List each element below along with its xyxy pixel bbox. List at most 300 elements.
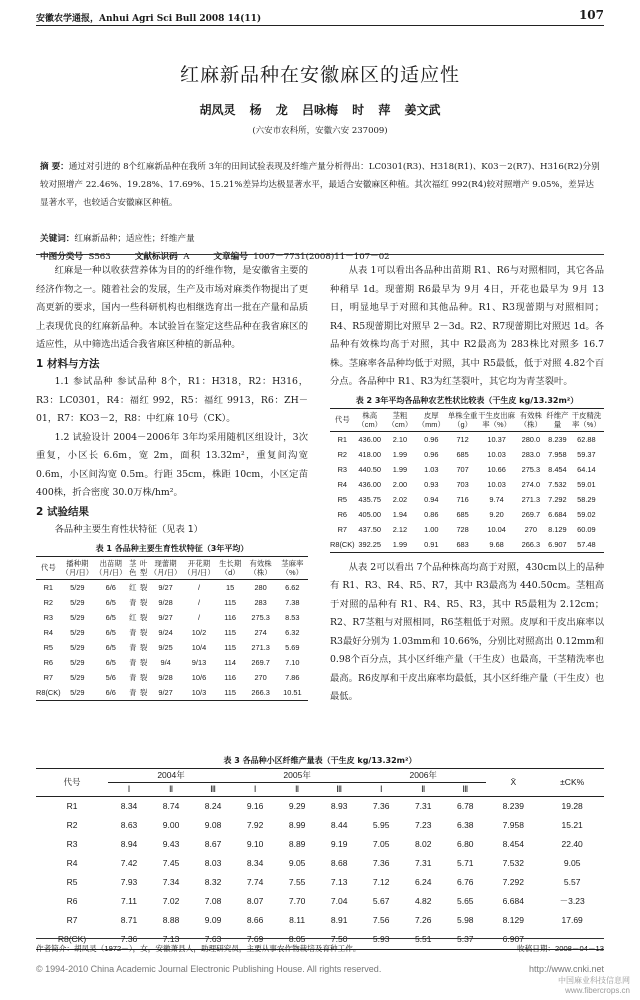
table-cell: 6.684 [502,896,524,906]
table-cell: 9.00 [162,820,180,830]
article-meta [40,230,600,266]
table3-rep-header: Ⅰ [108,783,150,797]
table-cell: 6/5 [105,612,116,622]
table-cell: / [197,582,201,592]
table-cell: 9/27 [149,685,182,701]
table-cell: 7.56 [372,915,390,925]
table-cell: 5/29 [70,657,85,667]
table-row [36,610,308,625]
table-cell: 裂 [139,612,148,622]
table-cell: 8.34 [246,858,264,868]
results-paragraph-2: 从表 2可以看出 7个品种株高均高于对照，430cm以上的品种有 R1、R3、R4、R5、R7，其中 R3最高为 440.50cm。茎粗高于对照的品种有 R1、R4、R5、R3，其中 R5最粗为 2.12cm；R2、R7茎粗与对照相同，R6茎粗低于对照。皮厚和干皮出麻率以 R3最好分别为 1.03mm和 10.66%，分别比对照高出 0.12mm和 0.98个百分点，其小区纤维产量（干生皮）也最高，干茎精洗率也最高。R6皮厚和干皮出麻率均最低，其小区纤维产量（干生皮）也最低。 [330,561,604,702]
table-header-cell: 茎色 [127,556,138,579]
table-header-cell: 茎粗（cm） [385,408,415,431]
table-cell: R5 [337,494,348,504]
affiliation: (六安市农科所，安徽六安 237009) [252,126,388,136]
table-cell: 5/6 [105,672,116,682]
table-cell: R2 [43,597,54,607]
table-cell: 115 [216,685,245,701]
table-row [330,462,604,477]
doc-label: 文献标识码 [134,252,178,262]
table-cell: 418.00 [358,449,382,459]
table-header-cell: 代号 [36,556,61,579]
article-label: 文章编号 [213,252,248,262]
table-row [330,447,604,462]
table-cell: 5.93 [360,930,402,950]
table-cell: 5/29 [61,685,94,701]
table-row [36,595,308,610]
table-cell: 5.65 [456,896,474,906]
table-cell: －3.23 [559,896,585,906]
table-row [36,797,604,817]
table-cell: 8.66 [246,915,264,925]
table-cell: 6/6 [94,685,127,701]
keywords-label: 关键词： [40,234,75,244]
table-cell: R4 [43,627,54,637]
table-row [36,625,308,640]
table-header-cell: 播种期（月/日） [61,556,94,579]
table-header-cell: 株高（cm） [355,408,385,431]
table-cell: 9.09 [204,915,222,925]
table3-header-year: 2005年 [234,769,360,783]
table-cell: 9.19 [330,839,348,849]
table-cell: 青 [129,627,137,637]
table-cell: R1 [43,582,54,592]
clc-label: 中图分类号 [40,252,83,262]
table3-rep-header: Ⅱ [402,783,444,797]
design-paragraph: 1.2 试验设计 2004－2006年 3年均采用随机区组设计，3次重复，小区长 6.6m，宽 2m，面积 13.32m²，重复间沟宽 0.6m，小区间沟宽 0.5m。行距 35cm，株距 10cm，小区定苗 400株，折合密度 30.0万株/hm²。 [36,431,308,498]
table-header-cell: 单株全重（g） [448,408,478,431]
table-cell: R6 [337,509,348,519]
table-cell: 1.94 [392,509,408,519]
table-cell: 5.71 [456,858,474,868]
table-cell: 8.239 [548,434,567,444]
table-cell: 8.454 [548,464,567,474]
table-cell: 青 [129,597,137,607]
table-cell: 9.29 [288,801,306,811]
table-cell: 1.03 [424,464,439,474]
table-cell: 7.13 [150,930,192,950]
table-cell: 685 [456,449,469,459]
table3-header-ck: ±CK% [540,769,604,797]
table-cell: R2 [66,820,78,830]
table-cell: R1 [66,801,78,811]
table-cell: 9/28 [158,672,173,682]
table-cell: 7.69 [234,930,276,950]
table-cell: 5/29 [70,672,85,682]
table-cell: R5 [43,642,54,652]
table3-rep-header: Ⅰ [234,783,276,797]
table-row [36,816,604,835]
table-cell: 7.31 [414,858,432,868]
table-cell: 6.38 [456,820,474,830]
table-cell: 0.86 [424,509,439,519]
table-cell: 7.02 [162,896,180,906]
table-cell: 6.80 [456,839,474,849]
table-cell: 8.24 [204,801,222,811]
table-cell: 283 [254,597,267,607]
table-cell: 2.00 [392,479,408,489]
table3 [36,768,604,950]
table-cell: 9/25 [158,642,173,652]
table-cell: 5.67 [372,896,390,906]
table-cell: 703 [456,479,469,489]
table-cell: R4 [337,479,348,489]
table-cell: 9.74 [489,494,504,504]
table-cell: R8(CK) [36,930,108,950]
table-cell: 6/5 [105,627,116,637]
table-row [36,854,604,873]
intro-paragraph: 红麻是一种以收获营养体为目的的纤维作物，是安徽省主要的经济作物之一。随着社会的发展，生产及市场对麻类作物提出了更高更新的要求，国内一些科研机构也相继选育出一批在产量和品质上表现优良的红麻新品种。本试验旨在鉴定这些品种在我省麻区的适应性，从中筛选出适合我省麻区种植的新品种。 [36,265,308,350]
table-cell: 0.94 [424,494,439,504]
table-cell: 712 [456,434,469,444]
table-cell: 2.02 [392,494,408,504]
table-row [330,492,604,507]
table-cell: 6.32 [285,627,300,637]
table-cell: 275.3 [251,612,270,622]
table-cell: 7.23 [414,820,432,830]
table-cell: 裂 [139,672,148,682]
table-cell: 8.99 [288,820,306,830]
table-cell: 0.96 [424,449,439,459]
table-cell: 8.89 [288,839,306,849]
table-cell: 8.11 [289,915,306,925]
running-header [36,8,604,26]
table-cell: 9/4 [160,657,171,667]
table-cell: 271.3 [521,494,541,504]
table-cell: 5.95 [372,820,390,830]
cnki-link[interactable]: http://www.cnki.net [528,964,604,974]
table-cell: 8.74 [162,801,180,811]
table-cell: 9.10 [246,839,264,849]
table-cell: 7.958 [502,820,524,830]
received-date: 收稿日期：2008－04－13 [517,944,604,953]
table3-header-code: 代号 [36,769,108,797]
watermark-line1: 中国麻业科技信息网 [558,976,630,985]
table-header-cell: 叶型 [138,556,149,579]
table-header-cell: 有效株（株） [245,556,277,579]
table-cell: 9.68 [478,537,516,553]
table-cell: 6.684 [548,509,567,519]
table-row [330,477,604,492]
table3-rep-header: Ⅲ [318,783,360,797]
table-cell: 15 [226,582,235,592]
table-cell: R3 [43,612,54,622]
table-cell: 8.34 [120,801,138,811]
table-cell: 8.44 [330,820,348,830]
table3-rep-header: Ⅲ [192,783,234,797]
table-cell: 8.91 [330,915,348,925]
keywords-text: 红麻新品种；适应性；纤维产量 [74,234,195,244]
table-cell: 116 [224,612,237,622]
results-paragraph-1: 从表 1可以看出各品种出苗期 R1、R6与对照相同，其它各品种稍早 1d。现蕾期 R6最早为 9月 4日，开花也最早为 9月 13日，明显地早于对照和其他品种。R1、R3现蕾期与对照相同；R4、R5现蕾期比对照早 2－3d。R2、R7现蕾期比对照迟 1d。各品种有效株均高于对照，其中 R2最高为 283株比对照多 16.7株。茎麻率各品种均低于对照，其中 R5最低，低于对照 4.82个百分点。各品种中 R1、R3为红茎裂叶，其它均为青茎裂叶。 [330,265,604,387]
table-cell: 6.907 [546,537,569,553]
table-cell: 6/5 [105,597,116,607]
table-cell: 青 [129,642,137,652]
table-cell: 5.37 [444,930,486,950]
table-cell: 8.93 [330,801,348,811]
table-cell: 275.3 [521,464,541,474]
table-header-cell: 皮厚（mm） [415,408,448,431]
table-cell: 红 [129,582,137,592]
table-cell: / [197,612,201,622]
journal-name: 安徽农学通报，Anhui Agri Sci Bull 2008 14(11) [36,14,262,24]
watermark [558,976,630,996]
varieties-paragraph: 1.1 参试品种 参试品种 8个，R1：H318，R2：H316，R3：LC0301，R4：福红 992，R5：福红 9913，R6：ZH－01，R7：KO3－2，R8：中红麻 10号（CK）。 [36,376,308,424]
right-column [330,262,604,707]
table-cell: 59.37 [577,449,596,459]
table-row [36,685,308,701]
table-cell: 62.88 [577,434,596,444]
table-cell: 8.239 [502,801,524,811]
table-cell: 裂 [139,582,148,592]
abstract-label: 摘 要： [40,162,69,172]
table-cell: R6 [66,896,78,906]
table-cell: 0.96 [424,434,439,444]
table-header-cell: 代号 [330,408,355,431]
table-cell: 59.01 [577,479,596,489]
table-cell: 5/29 [70,582,85,592]
table-cell: 683 [448,537,478,553]
table-cell: 9/27 [158,582,173,592]
table-cell: / [197,597,201,607]
table-header-cell: 纤维产量 [546,408,569,431]
table-cell: 716 [456,494,469,504]
table-cell: 1.00 [424,524,439,534]
table-cell: R7 [66,915,78,925]
table-cell: 0.93 [424,479,439,489]
table-row [330,431,604,447]
table1 [36,556,308,701]
table-cell: 115 [224,627,237,637]
table-cell: 283.0 [521,449,541,459]
table-cell: 10/2 [191,627,207,637]
table-cell: 7.26 [414,915,432,925]
table-cell: 7.70 [288,896,306,906]
table-cell: 8.05 [276,930,318,950]
table-cell: 269.7 [521,509,541,519]
table-cell: 270 [524,524,537,534]
table-cell: 7.36 [108,930,150,950]
table-cell: 280 [254,582,267,592]
table-cell: 7.13 [330,877,348,887]
table-row [36,873,604,892]
table-cell: 9/27 [158,612,173,622]
table-cell: 58.29 [577,494,596,504]
table-cell: 7.08 [204,896,222,906]
table3-rep-header: Ⅱ [276,783,318,797]
table-cell: 10.03 [487,479,506,489]
table-cell: 10/4 [191,642,207,652]
table-header-cell: 出苗期（月/日） [94,556,127,579]
section-heading-results: 2 试验结果 [36,505,89,518]
table-cell: R7 [43,672,54,682]
table-cell: 437.50 [358,524,382,534]
table-cell: 红 [129,612,137,622]
table-cell: 1.99 [392,449,408,459]
table-cell: 115 [224,642,237,652]
table-cell: R8(CK) [330,537,355,553]
table-cell: 707 [456,464,469,474]
table-cell: 裂 [139,657,148,667]
author-note: 作者简介：胡凤灵（1972－），女，安徽萧县人，助理研究员，主要从事农作物栽培及育种工作。 [36,944,361,953]
table-cell: 436.00 [358,479,382,489]
table-cell: 8.63 [120,820,138,830]
table-cell: 269.7 [251,657,270,667]
table-row [36,892,604,911]
table-cell: 9.05 [563,858,581,868]
table-cell: 9/13 [191,657,207,667]
table-row [36,670,308,685]
table-cell: 15.21 [561,820,583,830]
table-cell: 7.45 [162,858,180,868]
table-cell: 8.129 [502,915,524,925]
table-cell: 60.09 [577,524,596,534]
table-cell: 裂 [138,685,149,701]
table-cell: 6/6 [105,582,116,592]
table-cell: 7.36 [372,801,390,811]
table-cell: 8.02 [414,839,432,849]
table-header-cell: 干皮精洗率（%） [569,408,604,431]
table-cell: 9.20 [489,509,504,519]
results-subheading: 各品种主要生育性状特征（见表 1） [54,524,203,535]
table-row [36,835,604,854]
table-cell: 685 [456,509,469,519]
doc-value: A [183,252,190,262]
table-cell: 7.292 [502,877,524,887]
table2 [330,408,604,553]
table-cell: 7.38 [285,597,300,607]
table-row [36,640,308,655]
table-cell: 7.55 [288,877,306,887]
table3-header-year: 2006年 [360,769,486,783]
table-cell: 10.04 [487,524,506,534]
table-cell: 9.08 [204,820,222,830]
abstract-text: 通过对引进的 8个红麻新品种在我所 3年的田间试验表现及纤维产量分析得出：LC0301(R3)、H318(R1)、K03－2(R7)、H316(R2)分别较对照增产 22.46%、19.28%、17.69%、15.21%差异均达极显著水平，最适合安徽麻区种植。其次福红 992(R4)较对照增产 9.05%，差异达显著水平，也较适合安徽麻区种植。 [40,162,600,208]
table-header-cell: 开花期（月/日） [182,556,215,579]
table-cell: 7.292 [548,494,567,504]
table-cell: 8.67 [204,839,222,849]
table-cell: 436.00 [358,434,382,444]
table-cell: 59.02 [577,509,596,519]
table-cell: 19.28 [561,801,583,811]
table-row [330,537,604,553]
table3-rep-header: Ⅰ [360,783,402,797]
table-cell: 7.10 [285,657,300,667]
table3-caption: 表 3 各品种小区纤维产量表（干生皮 kg/13.32m²） [223,756,417,765]
table-cell: 405.00 [358,509,382,519]
table3-header-year: 2004年 [108,769,234,783]
table-header-cell: 现蕾期（月/日） [149,556,182,579]
table-cell: 270 [254,672,267,682]
table-cell: 10.51 [277,685,308,701]
table-cell: 274.0 [521,479,541,489]
table-cell: 435.75 [358,494,382,504]
clc-value: S563 [88,252,111,262]
table-cell: R3 [66,839,78,849]
table-cell: 7.50 [318,930,360,950]
table-cell: 10.03 [487,449,506,459]
table-cell: 8.32 [204,877,222,887]
table-cell: 7.532 [548,479,567,489]
table-cell: 7.92 [246,820,264,830]
table-cell: R5 [66,877,78,887]
table-cell: 青 [127,685,138,701]
table-cell: 7.42 [120,858,138,868]
table-cell: 22.40 [561,839,583,849]
table-cell: R2 [337,449,348,459]
table-cell: 青 [129,672,137,682]
table-cell: 9/28 [158,597,173,607]
table-cell: 8.03 [204,858,222,868]
footnote [36,938,604,954]
table-cell: 271.3 [251,642,270,652]
table-cell: 8.94 [120,839,138,849]
table3-rep-header: Ⅱ [150,783,192,797]
table-cell: 7.93 [120,877,138,887]
table-cell: 9.43 [162,839,180,849]
table2-caption: 表 2 3年平均各品种农艺性状比较表（干生皮 kg/13.32m²） [355,395,579,405]
table-row [330,522,604,537]
table-cell: 青 [129,657,137,667]
table-cell: 8.129 [548,524,567,534]
table-cell: 7.532 [502,858,524,868]
table-cell: 裂 [139,627,148,637]
table-row [330,507,604,522]
table1-caption: 表 1 各品种主要生育性状特征（3年平均） [95,543,249,553]
table-cell: 7.74 [246,877,264,887]
section-heading-methods: 1 材料与方法 [36,357,100,370]
table-cell: 7.34 [162,877,180,887]
table-row [36,579,308,595]
table-cell: 57.48 [569,537,604,553]
table-cell: 7.11 [121,896,137,906]
table-cell: 6.907 [486,930,540,950]
table-cell: 5.51 [402,930,444,950]
copyright-text: © 1994-2010 China Academic Journal Electronic Publishing House. All rights reserved. [36,964,382,974]
keywords [40,230,600,248]
table-cell: 裂 [139,597,148,607]
table-cell: 7.04 [330,896,348,906]
table-cell: 10/3 [182,685,215,701]
table-cell: 7.958 [548,449,567,459]
table-cell: 10/6 [191,672,207,682]
table-cell: 5/29 [70,597,85,607]
table3-header-mean: X̄ [486,769,540,797]
table-cell: 5.69 [285,642,300,652]
table-cell: 6.24 [414,877,432,887]
table3-rep-header: Ⅲ [444,783,486,797]
table-cell: 5.57 [563,877,581,887]
table-cell: R3 [337,464,348,474]
table-cell: 8.68 [330,858,348,868]
table-cell: 7.05 [372,839,390,849]
article-value: 1007－7731(2008)11－107－02 [253,252,390,262]
table-cell: 728 [456,524,469,534]
table-cell: 8.71 [120,915,138,925]
table-cell: 64.14 [577,464,596,474]
table-cell: 1.99 [392,464,408,474]
table-cell: 8.07 [246,896,264,906]
table-cell: 8.53 [285,612,300,622]
table-cell: 10.37 [487,434,506,444]
watermark-line2: www.fibercrops.cn [565,986,630,995]
table-cell: 9/24 [158,627,173,637]
table-cell: R8(CK) [36,685,61,701]
table-cell: 7.12 [372,877,390,887]
left-column [36,262,308,701]
table-cell: 5/29 [70,627,85,637]
